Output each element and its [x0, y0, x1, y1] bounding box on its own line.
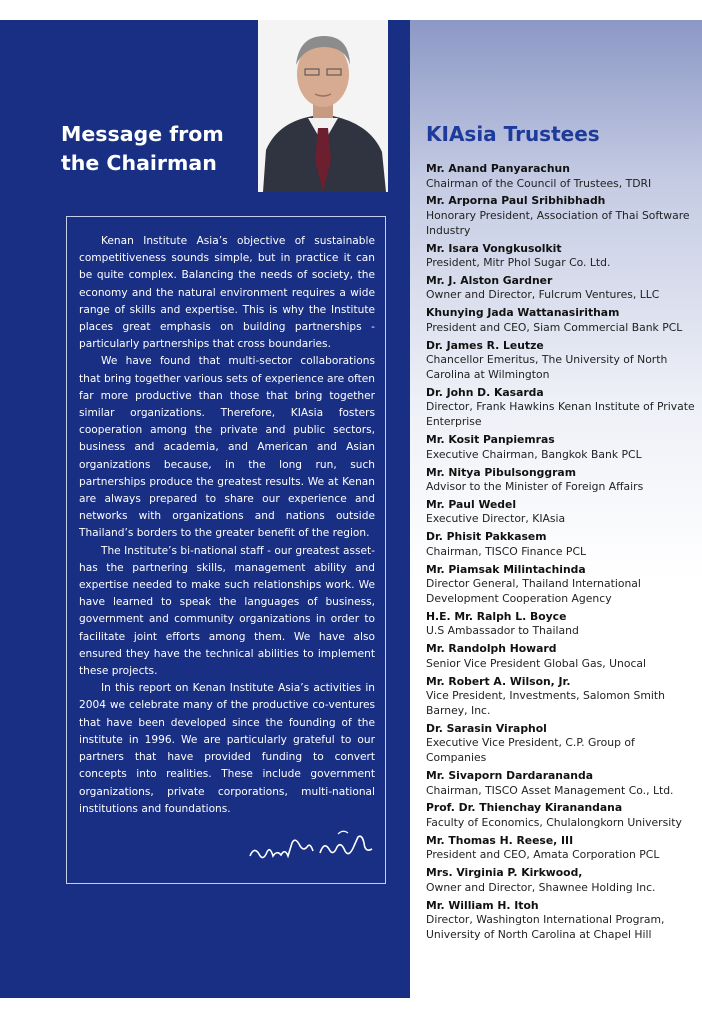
trustee-item — [426, 194, 696, 238]
trustee-name: Dr. John D. Kasarda — [426, 385, 544, 399]
trustees-heading: KIAsia Trustees — [426, 122, 600, 146]
trustee-title: Honorary President, Association of Thai Software Industry — [426, 208, 690, 237]
trustee-item — [426, 466, 696, 495]
message-paragraph: In this report on Kenan Institute Asia’s activities in 2004 we celebrate many of the productive co-ventures that have been developed since the founding of the institute in 1996. We are particularly grateful to our partners that have provided funding to convert concepts into realities. These include government organizations, private corporations, multi-national institutions and foundations. — [79, 682, 375, 815]
message-heading-line-1: Message from — [61, 122, 224, 146]
trustee-item — [426, 642, 696, 671]
trustee-title: President and CEO, Amata Corporation PCL — [426, 848, 660, 862]
trustee-item — [426, 675, 696, 719]
trustee-item — [426, 498, 696, 527]
trustee-title: Chancellor Emeritus, The University of North Carolina at Wilmington — [426, 353, 668, 382]
trustee-name: Mr. Anand Panyarachun — [426, 162, 570, 175]
trustee-name: Mr. Isara Vongkusolkit — [426, 241, 562, 255]
trustee-title: Executive Director, KIAsia — [426, 512, 566, 526]
trustee-item — [426, 433, 696, 462]
trustee-title: Advisor to the Minister of Foreign Affairs — [426, 480, 644, 494]
trustee-name: Dr. Phisit Pakkasem — [426, 530, 547, 544]
trustee-title: Director, Frank Hawkins Kenan Institute of Private Enterprise — [426, 400, 695, 429]
trustee-name: Mr. Sivaporn Dardarananda — [426, 769, 593, 783]
trustee-name: Dr. James R. Leutze — [426, 338, 544, 352]
trustee-name: Khunying Jada Wattanasiritham — [426, 306, 620, 320]
message-paragraph: The Institute’s bi-national staff - our greatest asset-has the partnering skills, management ability and expertise needed to make such relationships work. We have learned to speak the languages of business, government and community organizations in order to facilitate joint efforts among them. We have also ensured they have the technical abilities to implement these projects. — [79, 544, 375, 678]
trustee-title: Senior Vice President Global Gas, Unocal — [426, 656, 647, 670]
trustee-title: Chairman, TISCO Finance PCL — [426, 544, 586, 558]
trustee-item — [426, 530, 696, 559]
trustee-name: H.E. Mr. Ralph L. Boyce — [426, 609, 567, 623]
trustee-item — [426, 339, 696, 383]
message-body — [79, 233, 375, 818]
trustee-name: Mr. Randolph Howard — [426, 642, 557, 656]
trustee-title: Vice President, Investments, Salomon Smith Barney, Inc. — [426, 689, 665, 717]
trustee-title: Owner and Director, Shawnee Holding Inc. — [426, 880, 656, 894]
trustee-item — [426, 866, 696, 895]
trustee-name: Prof. Dr. Thienchay Kiranandana — [426, 801, 623, 815]
trustee-title: Executive Vice President, C.P. Group of Companies — [426, 736, 635, 765]
trustee-name: Mr. J. Alston Gardner — [426, 273, 553, 287]
signature-image — [246, 826, 376, 870]
trustee-item — [426, 769, 696, 798]
trustee-item — [426, 834, 696, 863]
chairman-photo — [258, 20, 388, 192]
trustee-item — [426, 610, 696, 639]
trustee-item — [426, 242, 696, 271]
trustee-title: Faculty of Economics, Chulalongkorn University — [426, 815, 682, 829]
trustee-item — [426, 722, 696, 766]
trustee-name: Dr. Sarasin Viraphol — [426, 721, 547, 735]
chairman-portrait-image — [258, 20, 388, 192]
trustee-title: Executive Chairman, Bangkok Bank PCL — [426, 447, 642, 461]
trustee-title: President, Mitr Phol Sugar Co. Ltd. — [426, 256, 611, 270]
trustee-item — [426, 563, 696, 607]
trustee-name: Mr. Thomas H. Reese, III — [426, 833, 574, 847]
trustee-title: U.S Ambassador to Thailand — [426, 624, 579, 638]
trustee-title: Chairman of the Council of Trustees, TDRI — [426, 176, 652, 190]
trustee-name: Mr. Kosit Panpiemras — [426, 433, 555, 447]
trustee-item — [426, 274, 696, 303]
trustee-name: Mr. Paul Wedel — [426, 497, 517, 511]
trustee-title: Director, Washington International Program, University of North Carolina at Chapel Hill — [426, 913, 665, 941]
trustee-name: Mr. Robert A. Wilson, Jr. — [426, 674, 571, 688]
trustee-title: Director General, Thailand International Development Cooperation Agency — [426, 577, 641, 605]
chairman-signature — [246, 826, 376, 870]
message-paragraph: We have found that multi-sector collaborations that bring together various sets of experience are often far more productive than those that bring together similar organizations. Therefore, KIAsia fosters cooperation among the private and public sectors, business and academia, and American and Asian organizations because, in the long run, such partnerships produce the greatest results. We at Kenan are always prepared to share our experience and networks with organizations and nations outside Thailand’s borders to the greater benefit of the region. — [79, 355, 375, 540]
trustee-name: Mr. William H. Itoh — [426, 898, 539, 912]
trustee-title: Chairman, TISCO Asset Management Co., Ltd. — [426, 783, 674, 797]
trustee-item — [426, 801, 696, 830]
trustee-list — [426, 162, 696, 946]
message-heading-line-2: the Chairman — [61, 151, 217, 175]
trustee-title: Owner and Director, Fulcrum Ventures, LLC — [426, 288, 660, 302]
trustee-item — [426, 899, 696, 943]
trustee-title: President and CEO, Siam Commercial Bank PCL — [426, 320, 683, 334]
trustee-item — [426, 306, 696, 335]
trustee-name: Mr. Nitya Pibulsonggram — [426, 465, 576, 479]
message-paragraph: Kenan Institute Asia’s objective of sustainable competitiveness sounds simple, but in practice it can be quite complex. Balancing the needs of society, the economy and the natural environment requires a wide range of skills and expertise. This is why the Institute places great emphasis on building partnerships - particularly partnerships that cross boundaries. — [79, 235, 375, 351]
trustee-item — [426, 162, 696, 191]
trustee-item — [426, 386, 696, 430]
trustee-name: Mrs. Virginia P. Kirkwood, — [426, 866, 583, 880]
message-heading — [61, 120, 251, 178]
trustee-name: Mr. Arporna Paul Sribhibhadh — [426, 194, 606, 208]
trustee-name: Mr. Piamsak Milintachinda — [426, 562, 586, 576]
